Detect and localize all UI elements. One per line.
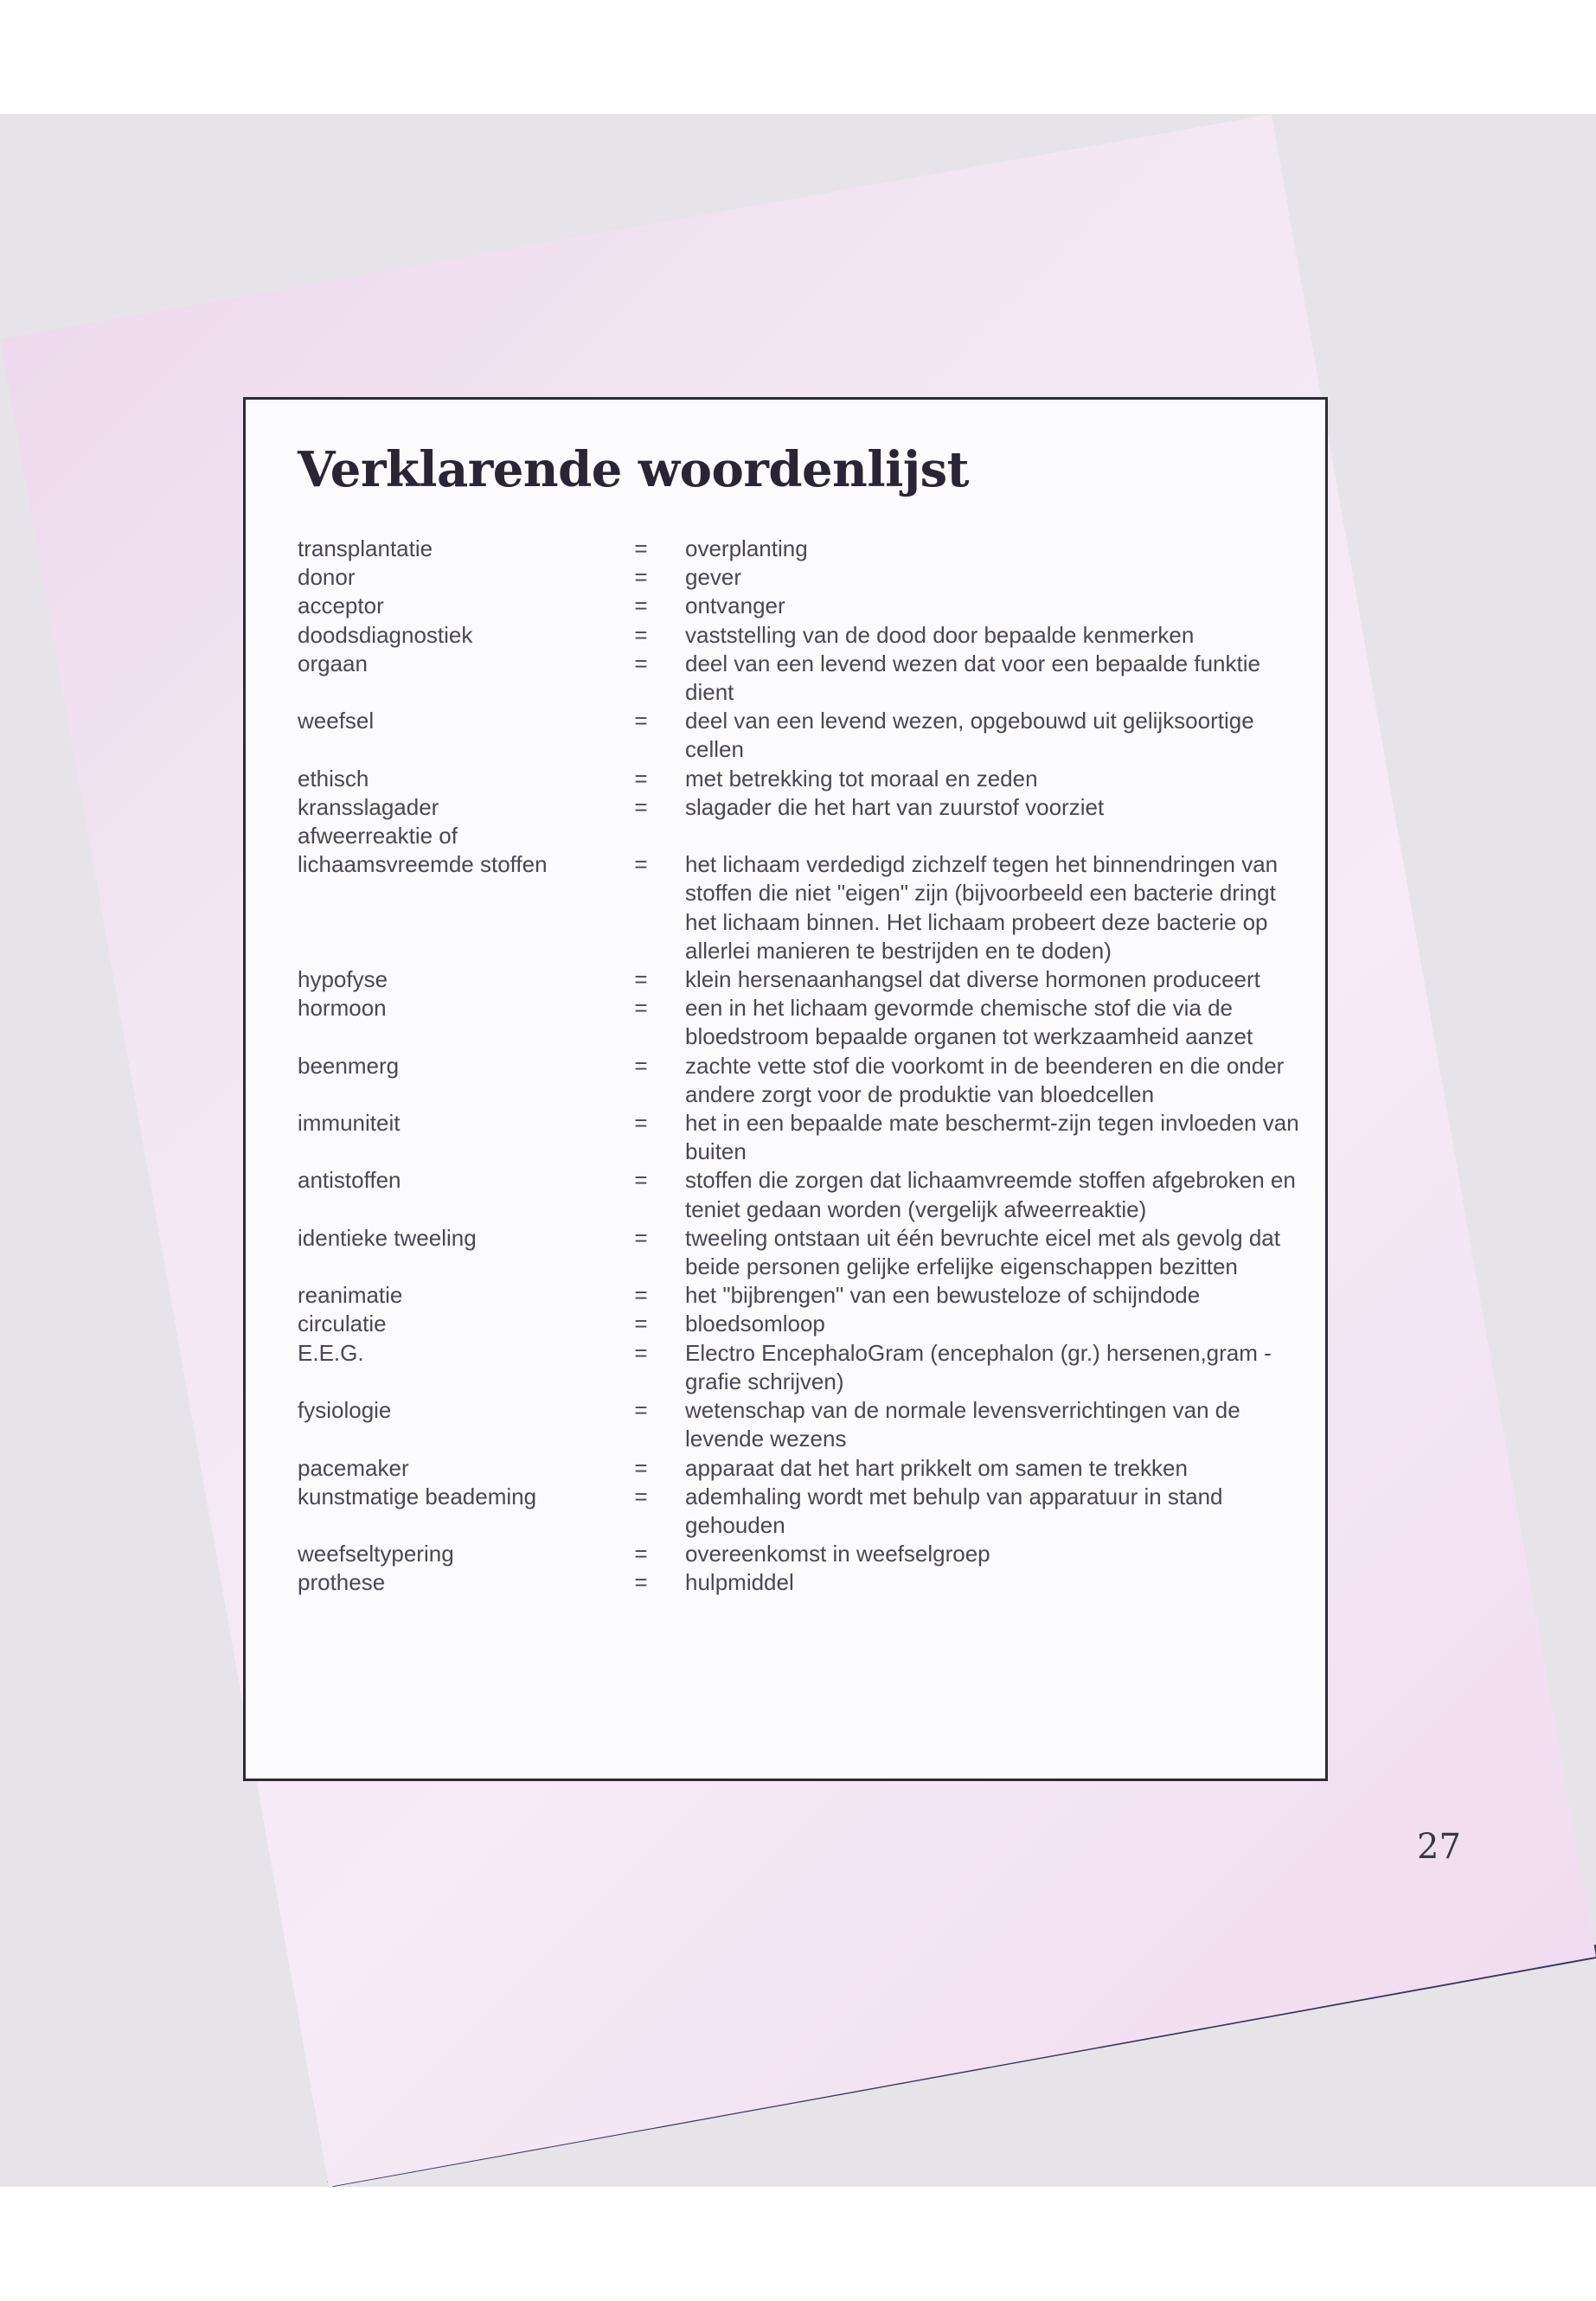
- equals-sign: =: [634, 851, 648, 878]
- equals-sign: =: [634, 1397, 648, 1424]
- glossary-definition: overeenkomst in weefselgroep: [685, 1541, 990, 1567]
- glossary-row: [298, 1540, 1301, 1568]
- glossary-row: [298, 650, 1301, 707]
- glossary-row: [298, 707, 1301, 764]
- glossary-row: [298, 1396, 1301, 1453]
- glossary-term: lichaamsvreemde stoffen: [298, 851, 548, 878]
- glossary-definition: Electro EncephaloGram (encephalon (gr.) hersenen,gram - grafie schrijven): [685, 1339, 1272, 1394]
- glossary-definition: tweeling ontstaan uit één bevruchte eicel met als gevolg dat beide personen gelijke erfelijke eigenschappen bezitten: [685, 1224, 1280, 1280]
- equals-sign: =: [634, 1052, 648, 1079]
- glossary-term: donor: [298, 564, 356, 591]
- equals-sign: =: [634, 765, 648, 792]
- equals-sign: =: [634, 708, 648, 734]
- equals-sign: =: [634, 650, 648, 676]
- glossary-term: circulatie: [298, 1311, 387, 1337]
- glossary-row: [298, 1166, 1301, 1223]
- equals-sign: =: [634, 1569, 648, 1596]
- glossary-definition: overplanting: [685, 535, 808, 561]
- equals-sign: =: [634, 995, 648, 1022]
- glossary-term: pacemaker: [298, 1454, 409, 1481]
- equals-sign: =: [634, 535, 648, 561]
- glossary-definition: zachte vette stof die voorkomt in de beenderen en die onder andere zorgt voor de produktie van bloedcellen: [685, 1052, 1285, 1107]
- glossary-row: [298, 822, 1301, 850]
- glossary-term: prothese: [298, 1569, 386, 1596]
- glossary-row: [298, 1339, 1301, 1396]
- glossary-definition: met betrekking tot moraal en zeden: [685, 765, 1038, 792]
- glossary-row: [298, 1310, 1301, 1338]
- equals-sign: =: [634, 1167, 648, 1194]
- glossary-term: hypofyse: [298, 966, 388, 993]
- glossary-term: afweerreaktie of: [298, 823, 458, 849]
- glossary-row: [298, 563, 1301, 592]
- glossary-term: doodsdiagnostiek: [298, 621, 473, 648]
- glossary-term: ethisch: [298, 765, 369, 792]
- equals-sign: =: [634, 1110, 648, 1137]
- glossary-term: antistoffen: [298, 1167, 401, 1194]
- equals-sign: =: [634, 793, 648, 820]
- equals-sign: =: [634, 621, 648, 648]
- equals-sign: [597, 822, 685, 850]
- glossary-definition: deel van een levend wezen dat voor een bepaalde funktie dient: [685, 650, 1260, 706]
- glossary-term: hormoon: [298, 995, 387, 1022]
- glossary-term: kransslagader: [298, 793, 439, 820]
- glossary-definition: gever: [685, 564, 742, 591]
- glossary-row: [298, 850, 1301, 965]
- glossary-definition: bloedsomloop: [685, 1311, 825, 1337]
- glossary-definition: [685, 822, 1301, 850]
- glossary-row: [298, 1483, 1301, 1540]
- glossary-term: beenmerg: [298, 1052, 400, 1079]
- glossary-definition: wetenschap van de normale levensverrichtingen van de levende wezens: [685, 1397, 1240, 1452]
- glossary-definition: stoffen die zorgen dat lichaamvreemde stoffen afgebroken en teniet gedaan worden (vergelijk afweerreaktie): [685, 1167, 1296, 1222]
- glossary-definition: een in het lichaam gevormde chemische stof die via de bloedstroom bepaalde organen tot werkzaamheid aanzet: [685, 995, 1253, 1050]
- glossary-term: kunstmatige beademing: [298, 1483, 537, 1509]
- glossary-row: [298, 592, 1301, 620]
- page-title: Verklarende woordenlijst: [298, 441, 970, 498]
- glossary-row: [298, 1454, 1301, 1483]
- equals-sign: =: [634, 1282, 648, 1309]
- glossary-row: [298, 793, 1301, 822]
- equals-sign: =: [634, 1541, 648, 1567]
- glossary-term: weefsel: [298, 708, 375, 734]
- equals-sign: =: [634, 1311, 648, 1337]
- glossary-definition: vaststelling van de dood door bepaalde kenmerken: [685, 621, 1195, 648]
- glossary-row: [298, 1052, 1301, 1109]
- glossary-definition: het lichaam verdedigd zichzelf tegen het binnendringen van stoffen die niet "eigen" zijn (bijvoorbeeld een bacterie dringt het lichaam binnen. Het lichaam probeert deze bacterie op allerlei manieren te bestrijden en te doden): [685, 851, 1279, 964]
- glossary-row: [298, 965, 1301, 994]
- glossary-definition: het "bijbrengen" van een bewusteloze of schijndode: [685, 1282, 1201, 1309]
- glossary-row: [298, 765, 1301, 793]
- glossary-definition: apparaat dat het hart prikkelt om samen te trekken: [685, 1454, 1188, 1481]
- glossary-term: identieke tweeling: [298, 1224, 477, 1251]
- page-number: 27: [1417, 1827, 1461, 1867]
- glossary-row: [298, 994, 1301, 1051]
- equals-sign: =: [634, 593, 648, 619]
- glossary-term: orgaan: [298, 650, 368, 676]
- glossary-definition: klein hersenaanhangsel dat diverse hormonen produceert: [685, 966, 1260, 993]
- glossary-row: [298, 535, 1301, 563]
- glossary-row: [298, 1568, 1301, 1597]
- glossary-row: [298, 621, 1301, 650]
- glossary-term: E.E.G.: [298, 1339, 364, 1366]
- glossary-definition: ontvanger: [685, 593, 785, 619]
- glossary-term: reanimatie: [298, 1282, 403, 1309]
- equals-sign: =: [634, 564, 648, 591]
- glossary-definition: hulpmiddel: [685, 1569, 794, 1596]
- glossary-term: transplantatie: [298, 535, 433, 561]
- glossary-definition: ademhaling wordt met behulp van apparatuur in stand gehouden: [685, 1483, 1223, 1538]
- equals-sign: =: [634, 1339, 648, 1366]
- glossary-term: fysiologie: [298, 1397, 392, 1424]
- glossary-list: [298, 535, 1301, 1598]
- glossary-definition: slagader die het hart van zuurstof voorziet: [685, 793, 1105, 820]
- equals-sign: =: [634, 1454, 648, 1481]
- glossary-definition: het in een bepaalde mate beschermt-zijn tegen invloeden van buiten: [685, 1110, 1299, 1165]
- glossary-term: acceptor: [298, 593, 384, 619]
- glossary-row: [298, 1109, 1301, 1166]
- equals-sign: =: [634, 966, 648, 993]
- glossary-definition: deel van een levend wezen, opgebouwd uit gelijksoortige cellen: [685, 708, 1254, 763]
- equals-sign: =: [634, 1224, 648, 1251]
- equals-sign: =: [634, 1483, 648, 1509]
- glossary-row: [298, 1224, 1301, 1281]
- glossary-term: immuniteit: [298, 1110, 401, 1137]
- glossary-row: [298, 1281, 1301, 1310]
- glossary-term: weefseltypering: [298, 1541, 454, 1567]
